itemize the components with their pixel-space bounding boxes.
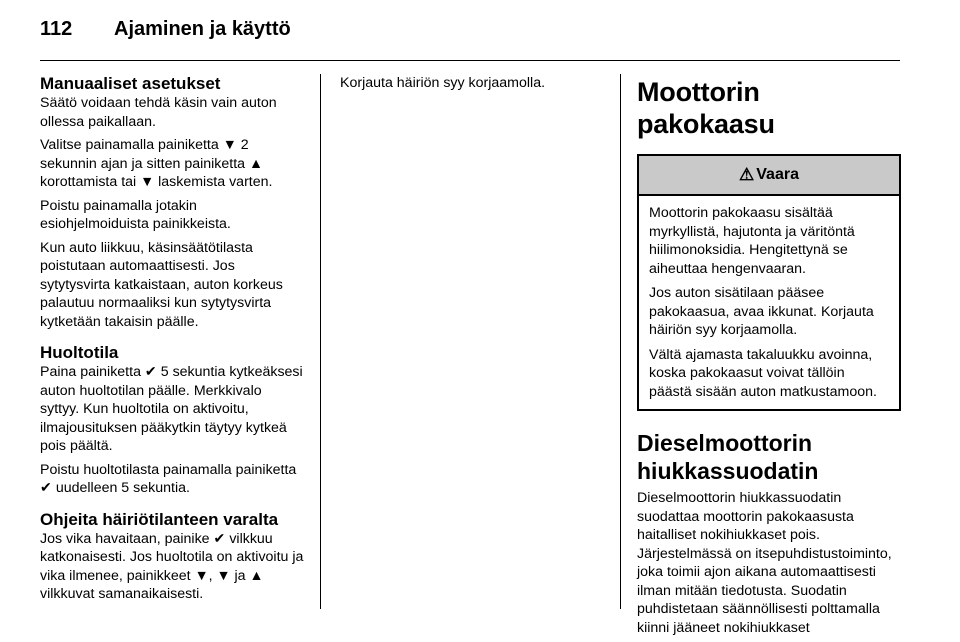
header-rule xyxy=(40,60,900,61)
warning-paragraph: Moottorin pakokaasu sisältää myrkyllistä, hajutonta ja väritöntä hiilimonoksidia. Hengitettynä se aiheuttaa hengenvaaran. xyxy=(649,205,855,277)
paragraph: Poistu painamalla jotakin esiohjelmoiduista painikkeista. xyxy=(40,197,231,232)
warning-label: Vaara xyxy=(756,166,799,183)
section-title-diesel-filter: Dieselmoottorin hiukkassuodatin xyxy=(637,430,819,484)
paragraph: Paina painiketta ✔ 5 sekuntia kytkeäksesi auton huoltotilan päälle. Merkkivalo syttyy. Kun huoltotila on aktivoitu, ilmajousituksen pääkytkin täytyy kytkeä pois päältä. xyxy=(40,364,303,454)
column-3 xyxy=(637,74,901,642)
page-number: 112 xyxy=(40,17,73,40)
chapter-title-exhaust: Moottorin pakokaasu xyxy=(637,77,775,139)
warning-box xyxy=(637,154,901,411)
warning-triangle-icon: ⚠ xyxy=(739,165,755,184)
paragraph: Säätö voidaan tehdä käsin vain auton ollessa paikallaan. xyxy=(40,95,277,130)
paragraph: Korjauta häiriön syy korjaamolla. xyxy=(340,75,546,91)
section-title-manual-settings: Manuaaliset asetukset xyxy=(40,74,221,93)
warning-paragraph: Jos auton sisätilaan pääsee pakokaasua, avaa ikkunat. Korjauta häiriön syy korjaamolla. xyxy=(649,285,874,338)
column-1 xyxy=(40,74,304,609)
section-title-fault-instructions: Ohjeita häiriötilanteen varalta xyxy=(40,509,279,529)
column-divider-1 xyxy=(320,74,321,609)
warning-header xyxy=(639,156,899,196)
column-2 xyxy=(340,74,608,98)
column-divider-2 xyxy=(620,74,621,609)
paragraph: Jos vika havaitaan, painike ✔ vilkkuu katkonaisesti. Jos huoltotila on aktivoitu ja vika ilmenee, painikkeet ▼, ▼ ja ▲ vilkkuvat samanaikaisesti. xyxy=(40,530,304,602)
warning-paragraph: Vältä ajamasta takaluukku avoinna, koska pakokaasut voivat tällöin päästä sisään auton matkustamoon. xyxy=(649,346,877,400)
running-title: Ajaminen ja käyttö xyxy=(114,17,291,40)
page-header xyxy=(40,10,291,48)
paragraph: Kun auto liikkuu, käsinsäätötilasta poistutaan automaattisesti. Jos sytytysvirta katkaistaan, auton korkeus palautuu normaaliksi kun sytytysvirta kytketään takaisin päälle. xyxy=(40,239,283,330)
paragraph: Poistu huoltotilasta painamalla painiketta ✔ uudelleen 5 sekuntia. xyxy=(40,461,297,496)
section-title-service-mode: Huoltotila xyxy=(40,343,119,362)
paragraph: Valitse painamalla painiketta ▼ 2 sekunnin ajan ja sitten painiketta ▲ korottamista tai ▼ laskemista varten. xyxy=(40,137,273,190)
paragraph: Dieselmoottorin hiukkassuodatin suodattaa moottorin pakokaasusta haitalliset nokihiukkaset pois. Järjestelmässä on itsepuhdistustoiminto, joka toimii ajon aikana automaattisesti ilman mitään tiedotusta. Suodatin puhdistetaan säännöllisesti polttamalla kiinni jääneet nokihiukkaset xyxy=(637,490,892,636)
warning-body xyxy=(639,196,899,409)
